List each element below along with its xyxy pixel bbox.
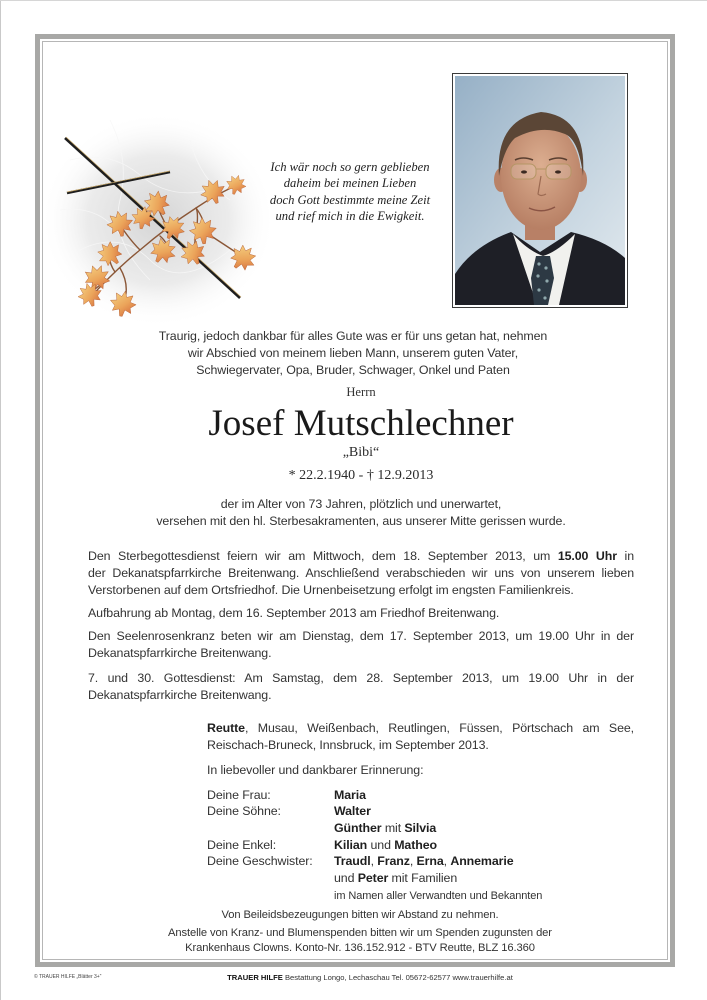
rosary-paragraph [88, 628, 634, 663]
poem-line: und rief mich in die Ewigkeit. [275, 208, 425, 223]
family-relation-label: Deine Geschwister: [207, 854, 313, 869]
donation-note [60, 926, 660, 956]
family-names [334, 803, 371, 820]
text-segment: in [616, 548, 634, 563]
footer-funeral-home [200, 973, 540, 983]
paragraph-line: Dekanatspfarrkirche Breitenwang. [88, 687, 272, 702]
note-line: Anstelle von Kranz- und Blumenspenden bitten wir um Spenden zugunsten der [168, 926, 552, 939]
funeral-service-paragraph [88, 548, 634, 600]
paragraph-line: Dekanatspfarrkirche Breitenwang. [88, 646, 272, 661]
paragraph-line: der Dekanatspfarrkirche Breitenwang. Anschließend verabschieden wir uns von unserem lieben [88, 565, 634, 580]
marble-cloud-background [40, 112, 276, 328]
place-line [207, 720, 634, 737]
family-closing: im Namen aller Verwandten und Bekannten [334, 890, 543, 902]
connector: und [334, 870, 358, 885]
connector: , [443, 854, 451, 869]
connector: mit [381, 820, 405, 835]
family-name: Traudl [334, 854, 371, 869]
family-row [207, 820, 637, 837]
family-name: Peter [357, 870, 389, 885]
connector: , [370, 854, 378, 869]
deceased-nickname: „Bibi“ [342, 445, 380, 460]
memorial-mass-paragraph [88, 670, 634, 705]
connector: und [367, 837, 395, 852]
family-name: Franz [377, 854, 410, 869]
family-name: Günther [334, 820, 382, 835]
family-row [207, 853, 637, 870]
circumstances-text [61, 496, 661, 531]
family-row [207, 787, 637, 804]
condolences-note [60, 908, 660, 923]
family-names [334, 787, 366, 804]
service-time: 15.00 Uhr [557, 548, 617, 563]
family-list [207, 787, 637, 887]
intro-line: wir Abschied von meinem lieben Mann, unserem guten Vater, [187, 345, 519, 360]
family-names [334, 837, 437, 854]
family-name: Walter [334, 804, 371, 819]
intro-line: Traurig, jedoch dankbar für alles Gute was er für uns getan hat, nehmen [158, 328, 548, 343]
poem-line: daheim bei meinen Lieben [283, 176, 417, 191]
family-name: Annemarie [450, 854, 514, 869]
note-line: Von Beileidsbezeugungen bitten wir Abstand zu nehmen. [221, 909, 499, 921]
poem-line: doch Gott bestimmte meine Zeit [269, 192, 431, 207]
connector: , [409, 854, 417, 869]
memorial-poem [250, 159, 450, 224]
connector: mit Familien [388, 870, 458, 885]
paragraph-line: Den Seelenrosenkranz beten wir am Dienstag, dem 17. September 2013, um 19.00 Uhr in der [88, 629, 634, 643]
footer-contact: Bestattung Longo, Lechaschau Tel. 05672-62577 www.trauerhilfe.at [282, 973, 513, 982]
place-line: Reischach-Bruneck, Innsbruck, im September 2013. [207, 737, 489, 752]
salutation: Herrn [346, 385, 376, 399]
paragraph-line [88, 548, 634, 565]
paragraph-line: Verstorbenen auf dem Ortsfriedhof. Die Urnenbeisetzung erfolgt im engsten Familienkreis. [88, 583, 574, 598]
family-relation-label: Deine Söhne: [207, 804, 281, 819]
page-edge-top [0, 0, 707, 1]
family-row [207, 837, 637, 854]
family-names [334, 853, 513, 870]
family-row [207, 870, 637, 887]
poem-line: Ich wär noch so gern geblieben [270, 160, 430, 174]
family-name: Matheo [394, 837, 437, 852]
remembrance-heading: In liebevoller und dankbarer Erinnerung: [207, 762, 424, 777]
intro-line: Schwiegervater, Opa, Bruder, Schwager, Onkel und Paten [196, 362, 510, 377]
note-line: Krankenhaus Clowns. Konto-Nr. 136.152.912 - BTV Reutte, BLZ 16.360 [185, 941, 535, 954]
portrait-photo [452, 73, 628, 308]
family-name: Silvia [404, 820, 437, 835]
family-row [207, 803, 637, 820]
intro-text [103, 328, 603, 379]
footer-brand: TRAUER HILFE [227, 973, 283, 982]
paragraph-line: 7. und 30. Gottesdienst: Am Samstag, dem 28. September 2013, um 19.00 Uhr in der [88, 670, 634, 685]
family-relation-label: Deine Frau: [207, 787, 271, 802]
viewing-paragraph [88, 605, 634, 622]
circumstances-line: versehen mit den hl. Sterbesakramenten, aus unserer Mitte gerissen wurde. [156, 514, 566, 529]
family-names [334, 820, 436, 837]
family-name: Maria [334, 787, 366, 802]
deceased-name: Josef Mutschlechner [208, 403, 514, 444]
footer-copyright: © TRAUER HILFE „Blätter 3+“ [34, 974, 102, 980]
text-segment: Den Sterbegottesdienst feiern wir am Mittwoch, dem 18. September 2013, um [88, 548, 558, 563]
family-name: Erna [416, 854, 444, 869]
family-names [334, 870, 457, 887]
place-highlight: Reutte [207, 720, 245, 735]
portrait-image [455, 76, 625, 305]
circumstances-line: der im Alter von 73 Jahren, plötzlich und unerwartet, [220, 497, 502, 511]
family-name: Kilian [334, 837, 368, 852]
place-and-date [207, 720, 634, 755]
family-relation-label: Deine Enkel: [207, 837, 277, 852]
life-dates: * 22.2.1940 - † 12.9.2013 [288, 468, 434, 483]
paragraph-line: Aufbahrung ab Montag, dem 16. September 2013 am Friedhof Breitenwang. [88, 605, 500, 620]
page-edge-left [0, 0, 1, 1000]
text-segment: , Musau, Weißenbach, Reutlingen, Füssen, Pörtschach am See, [244, 720, 634, 735]
